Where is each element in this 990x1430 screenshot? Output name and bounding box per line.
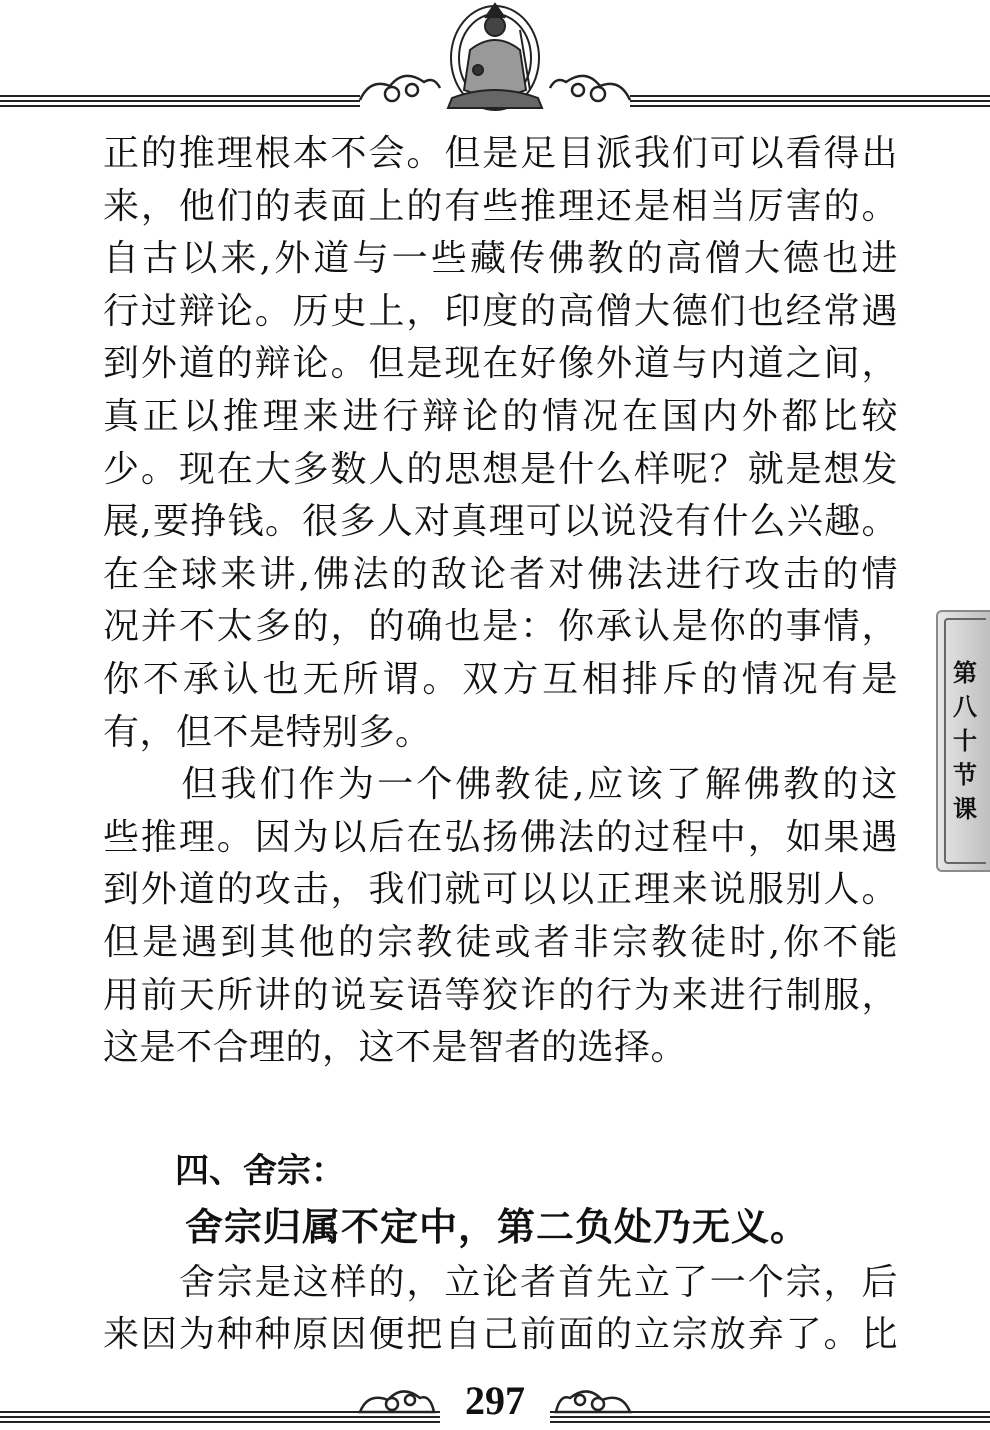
text-line: 行过辩论。历史上，印度的高僧大德们也经常遇 xyxy=(103,290,898,332)
section-gap xyxy=(103,1075,898,1145)
header-rule-right xyxy=(630,96,990,106)
text-line: 来因为种种原因便把自己前面的立宗放弃了。比 xyxy=(103,1314,898,1356)
chapter-tab xyxy=(936,610,990,872)
text-line: 舍宗是这样的，立论者首先立了一个宗，后 xyxy=(103,1261,898,1303)
text-line: 但我们作为一个佛教徒,应该了解佛教的这 xyxy=(103,764,898,806)
chapter-tab-char: 八 xyxy=(953,693,977,721)
verse: 舍宗归属不定中，第二负处乃无义。 xyxy=(185,1204,810,1249)
text-line: 来，他们的表面上的有些推理还是相当厉害的。 xyxy=(103,185,898,227)
text-line: 展,要挣钱。很多人对真理可以说没有什么兴趣。 xyxy=(103,501,898,543)
header-rule-left xyxy=(0,96,360,106)
page-number: 297 xyxy=(440,1378,550,1424)
chapter-tab-char: 节 xyxy=(953,761,977,789)
page-body xyxy=(103,128,898,1362)
chapter-tab-char: 第 xyxy=(953,659,977,687)
text-line: 少。现在大多数人的思想是什么样呢？就是想发 xyxy=(103,448,898,490)
text-line: 些推理。因为以后在弘扬佛法的过程中，如果遇 xyxy=(103,816,898,858)
paragraph-3 xyxy=(103,1257,898,1362)
text-line: 正的推理根本不会。但是足目派我们可以看得出 xyxy=(103,133,898,174)
text-line: 况并不太多的，的确也是：你承认是你的事情， xyxy=(103,606,898,648)
text-line: 这是不合理的，这不是智者的选择。 xyxy=(103,1027,688,1069)
text-line: 但是遇到其他的宗教徒或者非宗教徒时,你不能 xyxy=(103,921,898,963)
deity-figure-icon xyxy=(448,4,542,110)
text-line: 真正以推理来进行辩论的情况在国内外都比较 xyxy=(103,395,898,437)
paragraph-1 xyxy=(103,128,898,759)
text-line: 有，但不是特别多。 xyxy=(103,711,432,753)
text-line: 到外道的攻击，我们就可以以正理来说服别人。 xyxy=(103,869,898,911)
text-line: 你不承认也无所谓。双方互相排斥的情况有是 xyxy=(103,658,898,700)
text-line: 自古以来,外道与一些藏传佛教的高僧大德也进 xyxy=(103,238,898,280)
chapter-tab-label xyxy=(938,656,990,826)
paragraph-2 xyxy=(103,759,898,1075)
text-line: 到外道的辩论。但是现在好像外道与内道之间， xyxy=(103,343,898,385)
header-ornament xyxy=(0,0,990,120)
chapter-tab-char: 课 xyxy=(953,795,977,823)
page-header xyxy=(0,0,990,120)
chapter-tab-char: 十 xyxy=(953,727,977,755)
text-line: 在全球来讲,佛法的敌论者对佛法进行攻击的情 xyxy=(103,553,898,595)
text-line: 用前天所讲的说妄语等狡诈的行为来进行制服， xyxy=(103,974,898,1016)
section-heading: 四、舍宗： xyxy=(175,1150,345,1191)
